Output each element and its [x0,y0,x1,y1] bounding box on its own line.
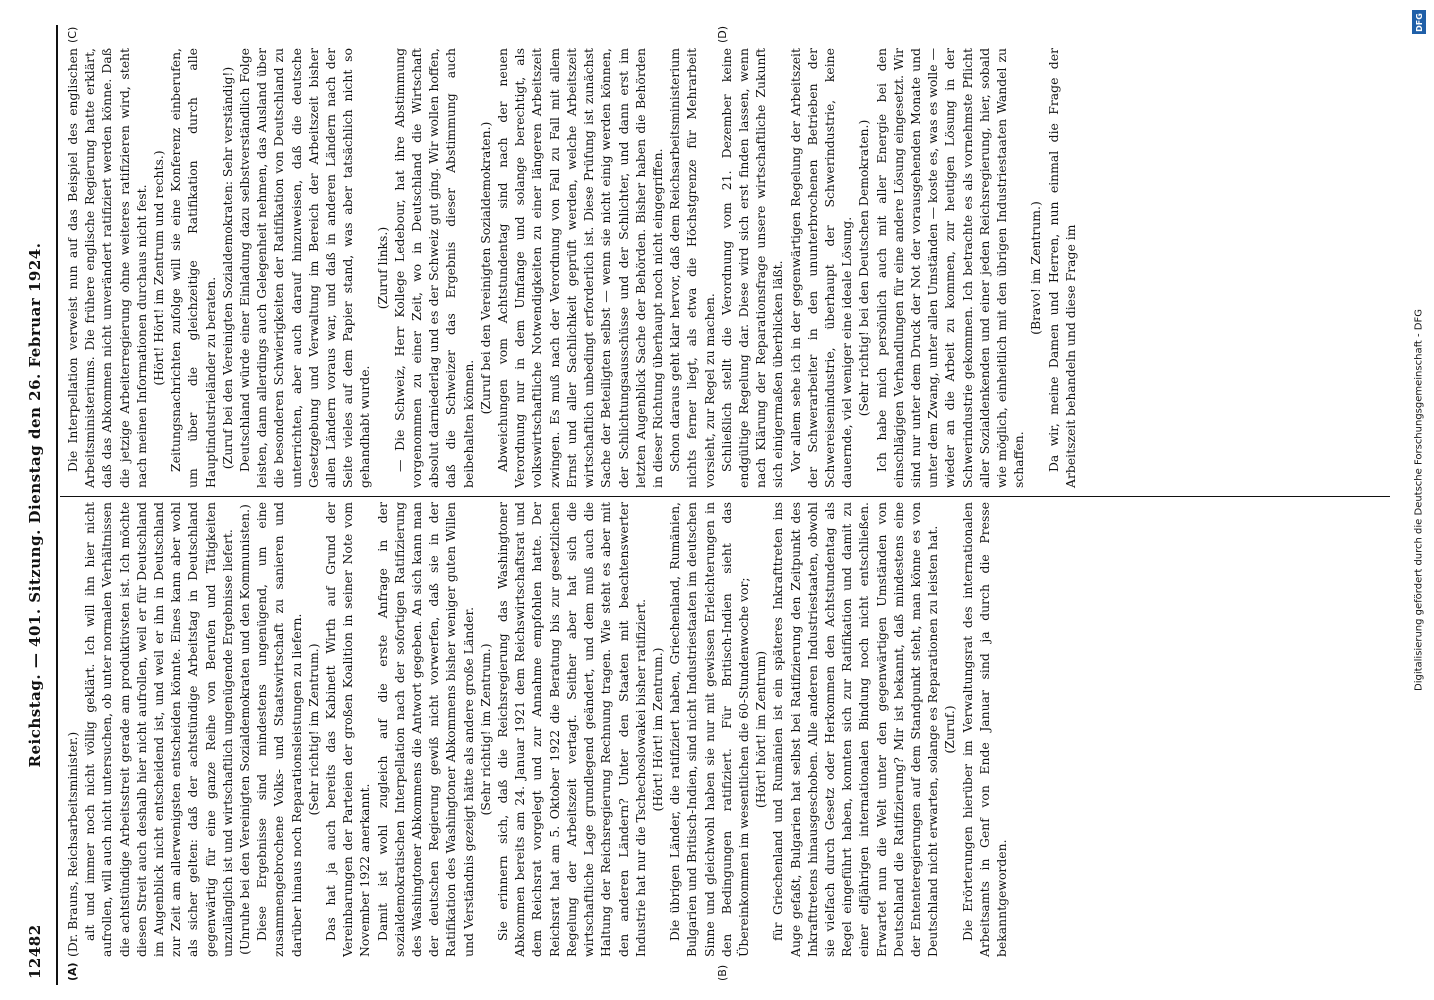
margin-marker-c: (C) [66,26,79,43]
paragraph: (Zuruf.) [942,705,958,754]
paragraph: (Dr. Brauns, Reichsarbeitsminister.) [65,731,80,957]
paragraph: (Bravo! im Zentrum.) [1028,201,1044,335]
paragraph: (Sehr richtig! im Zentrum.) [477,643,493,816]
paragraph: Da wir, meine Damen und Herren, nun einmal die Frage der Arbeitszeit behandeln und diese Frage im [1045,48,1078,488]
page-header [16,25,58,985]
margin-marker-d: (D) [716,25,729,43]
session-title: Reichstag. — 401. Sitzung. Dienstag den 26. Februar 1924. [26,242,44,768]
paragraph: Diese Ergebnisse sind mindestens ungenügend, um eine zusammengebrochene Volks- und Staatswirtschaft zu sanieren und darüber hinaus noch Reparationsleistungen zu liefern. [254,502,304,957]
paragraph: Sie erinnern sich, daß die Reichsregierung das Washingtoner Abkommen bereits am 24. Januar 1921 dem Reichswirtschaftsrat und dem Reichsrat vorgelegt und zur Annahme empfohlen hatte. Der Reichsrat hat am 5. Oktober 1922 die Beratung bis zur gesetzlichen Regelung der Arbeitszeit vertagt. Seither aber hat sich die wirtschaftliche Lage grundlegend geändert, und dem muß auch die Haltung der Reichsregierung Rechnung tragen. Wie steht es aber mit den anderen Ländern? Unter den Staaten mit beachtenswerter Industrie hat nur die Tschechoslowakei bisher ratifiziert. [495,502,648,957]
paragraph: Schließlich stellt die Verordnung vom 21. Dezember keine endgültige Regelung dar. Diese wird sich erst finden lassen, wenn nach Klärung der Reparationsfrage unsere wirtschaftliche Zukunft sich einigermaßen überblicken läßt. [718,48,786,488]
paragraph: (Sehr richtig! bei den Deutschen Demokraten.) [856,119,872,417]
paragraph: Ich habe mich persönlich auch mit aller Energie bei den einschlägigen Verhandlungen für eine andere Lösung eingesetzt. Wir sind nur unter dem Druck der Not der vorausgehenden Monate und unter dem Zwang, unter allen Umständen — koste es, was es wolle — wieder an die Arbeit zu kommen, zur heutigen Lösung in der Schwerindustrie gekommen. Ich betrachte es als vornehmste Pflicht aller Sozialdenkenden und einer jeden Reichsregierung, hier, sobald wie möglich, einheitlich mit den übrigen Industriestaaten Wandel zu schaffen. [873,48,1027,488]
dfg-logo: DFG [1412,10,1426,34]
paragraph: für Griechenland und Rumänien ist ein späteres Inkrafttreten ins Auge gefaßt, Bulgarien hat selbst bei Ratifizierung den Zeitpunkt des Inkrafttretens hinausgeschoben. Alle anderen Industriestaaten, obwohl sie vielfach durch Gesetz oder Herkommen den Achtstundentag als Regel eingeführt haben, konnten sich zur Ratifikation und damit zu einer elfjährigen internationalen Bindung noch nicht entschließen. Erwartet nun die Welt unter den gegenwärtigen Umständen von Deutschland die Ratifizierung? Mir ist bekannt, daß mindestens eine der Ententeregierungen auf dem Standpunkt steht, man könne es von Deutschland nicht erwarten, solange es Reparationen zu leisten hat. [770,502,941,957]
paragraph: (Zuruf bei den Vereinigten Sozialdemokraten.) [477,121,493,415]
paragraph: (Sehr richtig! im Zentrum.) [305,643,321,816]
paragraph: Schon daraus geht klar hervor, daß dem Reichsarbeitsministerium nichts ferner liegt, als etwa die Höchstgrenze für Mehrarbeit vorsieht, zur Regel zu machen. [667,48,717,488]
newspaper-sheet [10,25,1400,985]
left-text-column [64,502,1010,957]
digitization-credit: Digitalisierung gefördert durch die Deutsche Forschungsgemeinschaft - DFG [1413,308,1425,692]
paragraph: alt und immer noch nicht völlig geklärt. Ich will ihn hier nicht aufrollen, will auch nicht untersuchen, ob unter normalen Verhältnissen die achtstündige Arbeitsstreit gerade am produktivsten ist. Ich möchte diesen Streit auch deshalb hier nicht aufrollen, weil er für Deutschland im Augenblick nicht entscheidend ist, und weil er ihn in Deutschland zur Zeit am allerwenigsten entscheiden könnte. Eines kann aber wohl als sicher gelten: daß der achtstündige Arbeitstag in Deutschland gegenwärtig für eine ganze Reihe von Berufen und Tätigkeiten unzulänglich ist und wirtschaftlich ungenügende Ergebnisse liefert. [82,502,235,957]
paragraph: (Hört! hört! im Zentrum) [753,650,769,809]
paragraph: Damit ist wohl zugleich auf die erste Anfrage in der sozialdemokratischen Interpellation nach der sofortigen Ratifizierung des Washingtoner Abkommens die Antwort gegeben. An sich kann man der deutschen Regierung gewiß nicht vorwerfen, daß sie in der Ratifikation des Washingtoner Abkommens bisher weniger guten Willen und Verständnis gezeigt hätte als andere große Länder. [374,502,476,957]
paragraph: (Zuruf bei den Vereinigten Sozialdemokraten: Sehr verständig!) [219,66,235,470]
paragraph: Das hat ja auch bereits das Kabinett Wirth auf Grund der Vereinbarungen der Parteien der großen Koalition in seiner Note vom November 1922 anerkannt. [323,502,373,957]
page-number: 12482 [26,924,44,979]
paragraph: Die übrigen Länder, die ratifiziert haben, Griechenland, Rumänien, Bulgarien und Britisch-Indien, sind nicht Industriestaaten im deutschen Sinne und gleichwohl haben sie nur mit gewissen Erleichterungen in den Bedingungen ratifiziert. Für Britisch-Indien sieht das Übereinkommen im wesentlichen die 60-Stundenwoche vor; [667,502,751,957]
paragraph: — Die Schweiz, Herr Kollege Ledebour, hat ihre Abstimmung vorgenommen zu einer Zeit, wo in Deutschland die Wirtschaft absolut darniederlag und es der Schweiz gut ging. Wir wollen hoffen, daß die Schweizer das Ergebnis dieser Abstimmung auch beibehalten können. [391,48,476,488]
paragraph: Zeitungsnachrichten zufolge will sie eine Konferenz einberufen, um über die gleichzeitige Ratifikation durch alle Hauptindustrieländer zu beraten. [168,48,218,488]
paragraph: (Hört! Hört! im Zentrum.) [649,647,665,812]
paragraph: (Zuruf links.) [374,226,390,310]
column-divider [60,496,1390,497]
paragraph: Vor allem sehe ich in der gegenwärtigen Regelung der Arbeitszeit der Schwerarbeiter in den ununterbrochenen Betrieben der Schwereisenindustrie, überhaupt der Schwerindustrie, keine dauernde, viel weniger eine ideale Lösung. [787,48,855,488]
paragraph: Die Interpellation verweist nun auf das Beispiel des englischen Arbeitsministeriums. Die frühere englische Regierung hatte erklärt, daß das Abkommen nicht unverändert ratifiziert werden könne. Daß die jetzige Arbeiterregierung ohne weiteres ratifizieren wird, steht nach meinen Informationen durchaus nicht fest. [65,48,149,488]
margin-marker-b: (B) [716,964,729,981]
paragraph: (Unruhe bei den Vereinigten Sozialdemokraten und den Kommunisten.) [237,504,253,955]
margin-marker-a: (A) [66,962,79,981]
right-text-column [64,48,1079,488]
paragraph: (Hört! Hört! im Zentrum und rechts.) [151,150,167,386]
paragraph: Deutschland würde einer Einladung dazu selbstverständlich Folge leisten, dann allerdings auch Gelegenheit nehmen, das Ausland über die besonderen Schwierigkeiten der Ratifikation von Deutschland zu unterrichten, aber auch darauf hinzuweisen, daß die deutsche Gesetzgebung und Verwaltung im Bereich der Arbeitszeit bisher allen Ländern voraus war, und daß in anderen Ländern nach der Seite vieles auf dem Papier stand, was aber tatsächlich nicht so gehandhabt wurde. [237,48,373,488]
paragraph: Abweichungen vom Achtstundentag sind nach der neuen Verordnung nur in dem Umfange und solange berechtigt, als volkswirtschaftliche Notwendigkeiten zu einer längeren Arbeitszeit zwingen. Es muß nach der Verordnung von Fall zu Fall mit allem Ernst und aller Sachlichkeit geprüft werden, welche Arbeitszeit wirtschaftlich unbedingt erforderlich ist. Diese Prüfung ist zunächst Sache der Beteiligten selbst — wenn sie nicht einig werden können, der Schlichtungsausschüsse und der Schlichter, und dann erst im letzten Augenblick Sache der Behörden. Bisher haben die Behörden in dieser Richtung überhaupt noch nicht eingegriffen. [495,48,665,488]
paragraph: Die Erörterungen hierüber im Verwaltungsrat des internationalen Arbeitsamts in Genf von Ende Januar sind ja durch die Presse bekanntgeworden. [959,502,1009,957]
